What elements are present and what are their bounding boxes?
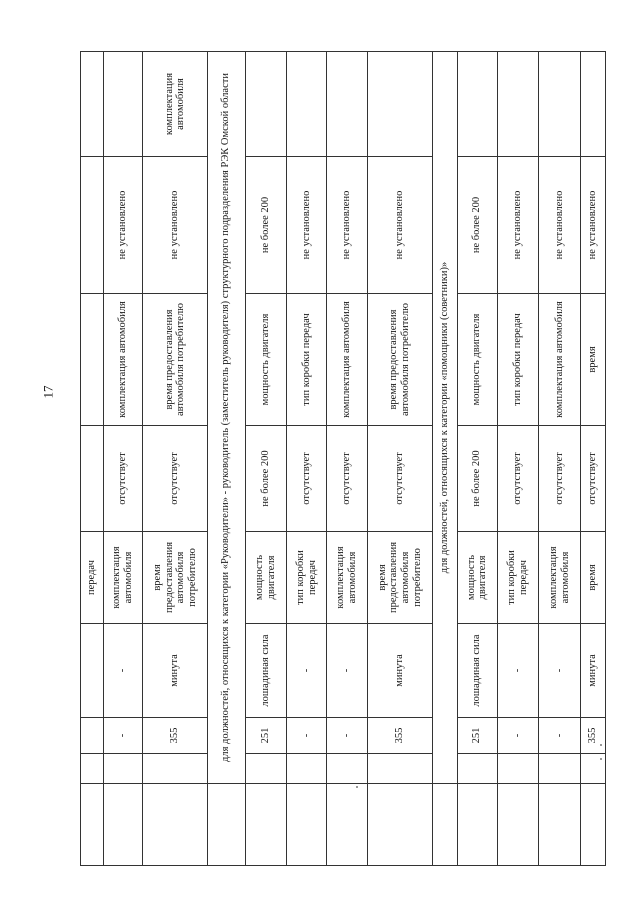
table-cell-col-2: минута (143, 624, 208, 718)
table-rotor (80, 52, 606, 866)
table-cell-col-7 (103, 52, 143, 157)
table-cell-col-5: время предоставления автомобиля потребителю (143, 294, 208, 426)
table-row (539, 52, 581, 866)
table-cell-col-1: 355 (580, 718, 605, 754)
blank-cell (103, 784, 143, 866)
requirements-table (80, 51, 606, 866)
blank-cell (580, 784, 605, 866)
table-cell-col-6: не более 200 (458, 157, 498, 294)
table-cell-col-6 (81, 157, 104, 294)
table-cell-col-1: - (326, 718, 368, 754)
scan-artifact-dot (600, 744, 602, 746)
table-cell-col-6: не установлено (103, 157, 143, 294)
table-cell-col-6: не установлено (287, 157, 327, 294)
section-header-row (433, 52, 458, 866)
table-cell-col-2: - (103, 624, 143, 718)
table-row (143, 52, 208, 866)
table-cell-col-2: лошадиная сила (245, 624, 287, 718)
table-cell-col-3: время предоставления автомобиля потребителю (368, 532, 433, 624)
table-cell-col-2: - (326, 624, 368, 718)
table-cell-col-7 (539, 52, 581, 157)
table-cell-col-5 (81, 294, 104, 426)
table-cell-col-1: 251 (458, 718, 498, 754)
table-cell-col-5: тип коробки передач (287, 294, 327, 426)
table-cell-col-5: мощность двигателя (458, 294, 498, 426)
table-row (103, 52, 143, 866)
table-cell-col-5: комплектация автомобиля (539, 294, 581, 426)
blank-cell (245, 754, 287, 784)
page-number-text: 17 (40, 385, 55, 399)
blank-cell (287, 784, 327, 866)
table-cell-col-1: - (287, 718, 327, 754)
table-cell-col-4: отсутствует (326, 426, 368, 532)
table-cell-col-2: минута (580, 624, 605, 718)
blank-cell (103, 754, 143, 784)
table-cell-col-7 (245, 52, 287, 157)
blank-cell (326, 784, 368, 866)
table-cell-col-7 (368, 52, 433, 157)
blank-cell (208, 784, 246, 866)
table-cell-col-5: время (580, 294, 605, 426)
table-cell-col-6: не установлено (326, 157, 368, 294)
table-cell-col-1: - (103, 718, 143, 754)
table-cell-col-3: время (580, 532, 605, 624)
table-cell-col-2: минута (368, 624, 433, 718)
table-cell-col-4: не более 200 (458, 426, 498, 532)
table-cell-col-3: тип коробки передач (287, 532, 327, 624)
blank-cell (458, 754, 498, 784)
blank-cell (143, 754, 208, 784)
blank-cell (143, 784, 208, 866)
table-cell-col-7 (497, 52, 539, 157)
table-cell-col-2: - (287, 624, 327, 718)
table-cell-col-2: лошадиная сила (458, 624, 498, 718)
table-cell-col-1: 355 (368, 718, 433, 754)
table-cell-col-4: отсутствует (143, 426, 208, 532)
table-cell-col-3: передач (81, 532, 104, 624)
table-cell-col-4: отсутствует (287, 426, 327, 532)
rotated-table-stage (80, 52, 606, 866)
table-cell-col-4: не более 200 (245, 426, 287, 532)
table-cell-col-6: не установлено (497, 157, 539, 294)
blank-cell (433, 784, 458, 866)
table-cell-col-6: не установлено (368, 157, 433, 294)
table-cell-col-7: комплектация автомобиля (143, 52, 208, 157)
table-cell-col-1: 251 (245, 718, 287, 754)
blank-cell (497, 784, 539, 866)
table-cell-col-7 (326, 52, 368, 157)
table-cell-col-4: отсутствует (580, 426, 605, 532)
table-cell-col-5: время предоставления автомобиля потребителю (368, 294, 433, 426)
table-cell-col-3: мощность двигателя (458, 532, 498, 624)
table-cell-col-2: - (539, 624, 581, 718)
table-row (245, 52, 287, 866)
table-cell-col-2: - (497, 624, 539, 718)
blank-cell (368, 754, 433, 784)
table-cell-col-1: 355 (143, 718, 208, 754)
table-cell-col-6: не более 200 (245, 157, 287, 294)
scan-artifact-dot (356, 786, 358, 788)
table-row (368, 52, 433, 866)
blank-cell (458, 784, 498, 866)
table-cell-col-1 (81, 718, 104, 754)
table-cell-col-5: комплектация автомобиля (103, 294, 143, 426)
section-header-row (208, 52, 246, 866)
table-cell-col-7 (458, 52, 498, 157)
table-cell-col-4: отсутствует (368, 426, 433, 532)
table-row (458, 52, 498, 866)
table-cell-col-3: комплектация автомобиля (103, 532, 143, 624)
scan-artifact-dot (600, 758, 602, 760)
blank-cell (368, 784, 433, 866)
blank-cell (245, 784, 287, 866)
blank-cell (81, 754, 104, 784)
table-cell-col-2 (81, 624, 104, 718)
table-cell-col-5: мощность двигателя (245, 294, 287, 426)
table-cell-col-1: - (497, 718, 539, 754)
table-cell-col-3: время предоставления автомобиля потребителю (143, 532, 208, 624)
table-body (81, 52, 606, 866)
table-cell-col-7 (287, 52, 327, 157)
table-row (497, 52, 539, 866)
table-cell-col-6: не установлено (143, 157, 208, 294)
table-cell-col-6: не установлено (539, 157, 581, 294)
table-cell-col-4: отсутствует (497, 426, 539, 532)
table-cell-col-3: тип коробки передач (497, 532, 539, 624)
table-cell-col-7 (81, 52, 104, 157)
table-cell-col-5: тип коробки передач (497, 294, 539, 426)
table-cell-col-3: комплектация автомобиля (539, 532, 581, 624)
blank-cell (287, 754, 327, 784)
table-row (326, 52, 368, 866)
table-cell-col-7 (580, 52, 605, 157)
blank-cell (497, 754, 539, 784)
section-header: для должностей, относящихся к категории «Руководители» - руководитель (заместитель руководителя) структурного подразделения РЭК Омской области (208, 52, 246, 784)
table-cell-col-1: - (539, 718, 581, 754)
table-row (287, 52, 327, 866)
table-cell-col-3: мощность двигателя (245, 532, 287, 624)
blank-cell (539, 784, 581, 866)
table-cell-col-4: отсутствует (103, 426, 143, 532)
blank-cell (81, 784, 104, 866)
blank-cell (539, 754, 581, 784)
page-number (38, 372, 58, 412)
table-cell-col-4: отсутствует (539, 426, 581, 532)
section-header: для должностей, относящихся к категории «помощники (советники)» (433, 52, 458, 784)
blank-cell (326, 754, 368, 784)
table-cell-col-6: не установлено (580, 157, 605, 294)
table-cell-col-3: комплектация автомобиля (326, 532, 368, 624)
table-row (81, 52, 104, 866)
table-cell-col-5: комплектация автомобиля (326, 294, 368, 426)
table-cell-col-4 (81, 426, 104, 532)
